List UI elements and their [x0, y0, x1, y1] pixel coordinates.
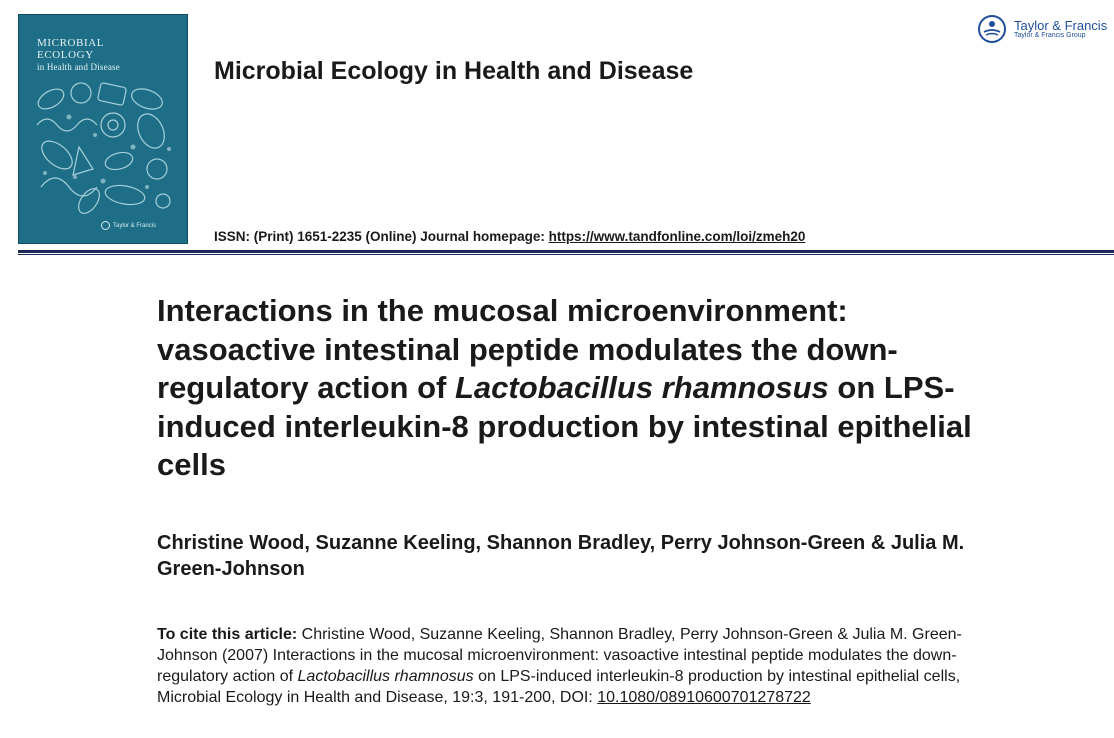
citation-label: To cite this article:: [157, 626, 298, 643]
journal-cover-image: [18, 14, 188, 244]
issn-line: [214, 229, 805, 244]
journal-homepage-link[interactable]: https://www.tandfonline.com/loi/zmeh20: [548, 229, 806, 244]
cover-title-line2: ECOLOGY: [37, 49, 94, 61]
cover-publisher-mark: [101, 221, 156, 230]
citation-text-part1: Christine Wood, Suzanne Keeling, Shannon Bradley, Perry Johnson-Green & Julia M. Green-Johnson (2007) Interactions in the mucosal microenvironment: vasoactive intestinal peptide modulates the down-regulatory action of: [157, 626, 962, 685]
cover-title-line1: MICROBIAL: [37, 37, 105, 49]
citation-block: [157, 624, 977, 708]
citation-species: Lactobacillus rhamnosus: [297, 668, 474, 685]
article-title-part1: Interactions in the mucosal microenvironment: vasoactive intestinal peptide modulates the down-regulatory action of: [157, 293, 898, 405]
publisher-circle-icon: [101, 221, 110, 230]
doi-link[interactable]: 10.1080/08910600701278722: [597, 689, 811, 706]
cover-publisher-text: Taylor & Francis: [113, 222, 157, 229]
publisher-logo[interactable]: [976, 14, 1107, 44]
article-title: [157, 292, 987, 485]
cover-title: [37, 37, 177, 73]
cover-title-line3: in Health and Disease: [37, 62, 120, 72]
article-title-species: Lactobacillus rhamnosus: [454, 370, 829, 405]
header-divider: [18, 250, 1114, 253]
article-authors: Christine Wood, Suzanne Keeling, Shannon Bradley, Perry Johnson-Green & Julia M. Green-Johnson: [157, 532, 965, 580]
cover-microbe-illustration: [29, 77, 179, 217]
article-title-part2: on LPS-induced interleukin-8 production by intestinal epithelial cells: [157, 370, 972, 482]
citation-text-part2: on LPS-induced interleukin-8 production by intestinal epithelial cells, Microbial Ecology in Health and Disease, 19:3, 191-200, DOI:: [157, 668, 961, 706]
publisher-logo-text: [1014, 19, 1107, 40]
journal-title: Microbial Ecology in Health and Disease: [214, 57, 694, 85]
publisher-group: Taylor & Francis Group: [1014, 31, 1086, 39]
issn-text: ISSN: (Print) 1651-2235 (Online) Journal homepage:: [214, 229, 549, 244]
header-divider-thin: [18, 254, 1114, 255]
taylor-francis-logo-icon: [976, 14, 1008, 44]
publisher-name: Taylor & Francis: [1014, 17, 1108, 33]
